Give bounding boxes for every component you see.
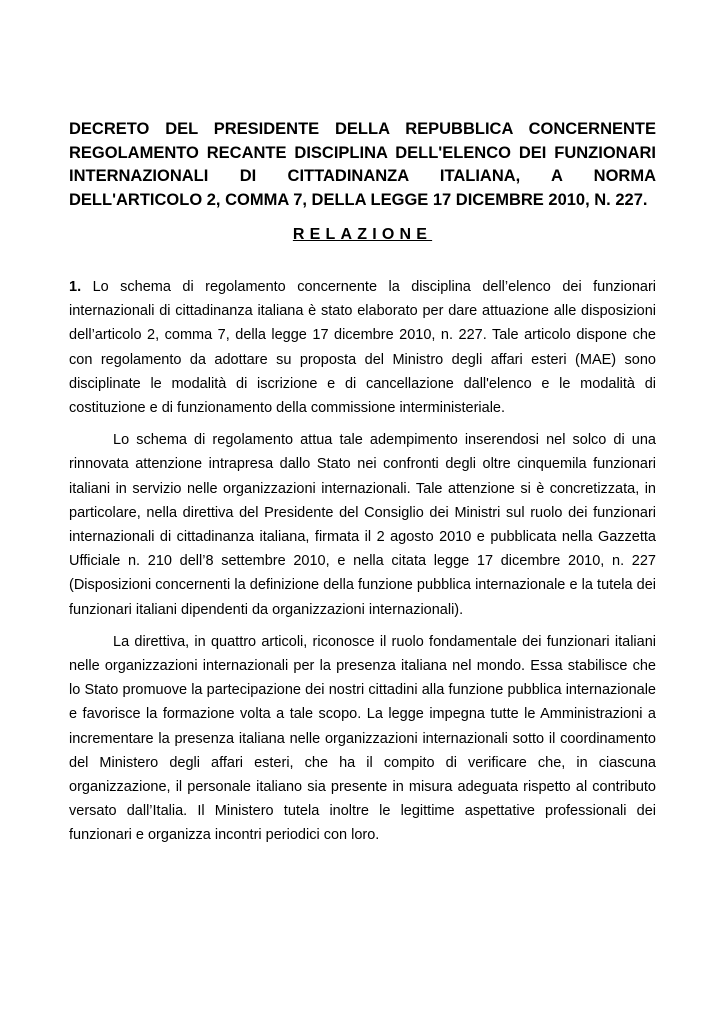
paragraph-number: 1. [69,279,82,295]
paragraph-2: Lo schema di regolamento attua tale adempimento inserendosi nel solco di una rinnovata attenzione intrapresa dallo Stato nei confronti degli oltre cinquemila funzionari italiani in servizio nelle organizzazioni internazionali. Tale attenzione si è concretizzata, in particolare, nella direttiva del Presidente del Consiglio dei Ministri sul ruolo dei funzionari internazionali di cittadinanza italiana, firmata il 2 agosto 2010 e pubblicata nella Gazzetta Ufficiale n. 210 dell’8 settembre 2010, e nella citata legge 17 dicembre 2010, n. 227 (Disposizioni concernenti la definizione della funzione pubblica internazionale e la tutela dei funzionari italiani dipendenti da organizzazioni internazionali). [69,432,656,618]
section-heading: RELAZIONE [292,226,433,243]
paragraph-1-text: Lo schema di regolamento concernente la disciplina dell’elenco dei funzionari internazionali di cittadinanza italiana è stato elaborato per dare attuazione alle disposizioni dell’articolo 2, comma 7, della legge 17 dicembre 2010, n. 227. Tale articolo dispone che con regolamento da adottare su proposta del Ministro degli affari esteri (MAE) sono disciplinate le modalità di iscrizione e di cancellazione dall'elenco e le modalità di costituzione e di funzionamento della commissione interministeriale. [69,279,656,417]
document-title: DECRETO DEL PRESIDENTE DELLA REPUBBLICA CONCERNENTE REGOLAMENTO RECANTE DISCIPLINA DELL'ELENCO DEI FUNZIONARI INTERNAZIONALI DI CITTADINANZA ITALIANA, A NORMA DELL'ARTICOLO 2, COMMA 7, DELLA LEGGE 17 DICEMBRE 2010, N. 227. [69,120,656,209]
document-page [69,118,656,848]
paragraph-1 [69,275,656,420]
paragraph-3: La direttiva, in quattro articoli, riconosce il ruolo fondamentale dei funzionari italiani nelle organizzazioni internazionali per la presenza italiana nel mondo. Essa stabilisce che lo Stato promuove la partecipazione dei nostri cittadini alla funzione pubblica internazionale e favorisce la formazione volta a tale scopo. La legge impegna tutte le Amministrazioni a incrementare la presenza italiana nelle organizzazioni internazionali sotto il coordinamento del Ministero degli affari esteri, che ha il compito di verificare che, in ciascuna organizzazione, il personale italiano sia presente in misura adeguata rispetto al contributo versato dall’Italia. Il Ministero tutela inoltre le legittime aspettative professionali dei funzionari e organizza incontri periodici con loro. [69,633,656,844]
